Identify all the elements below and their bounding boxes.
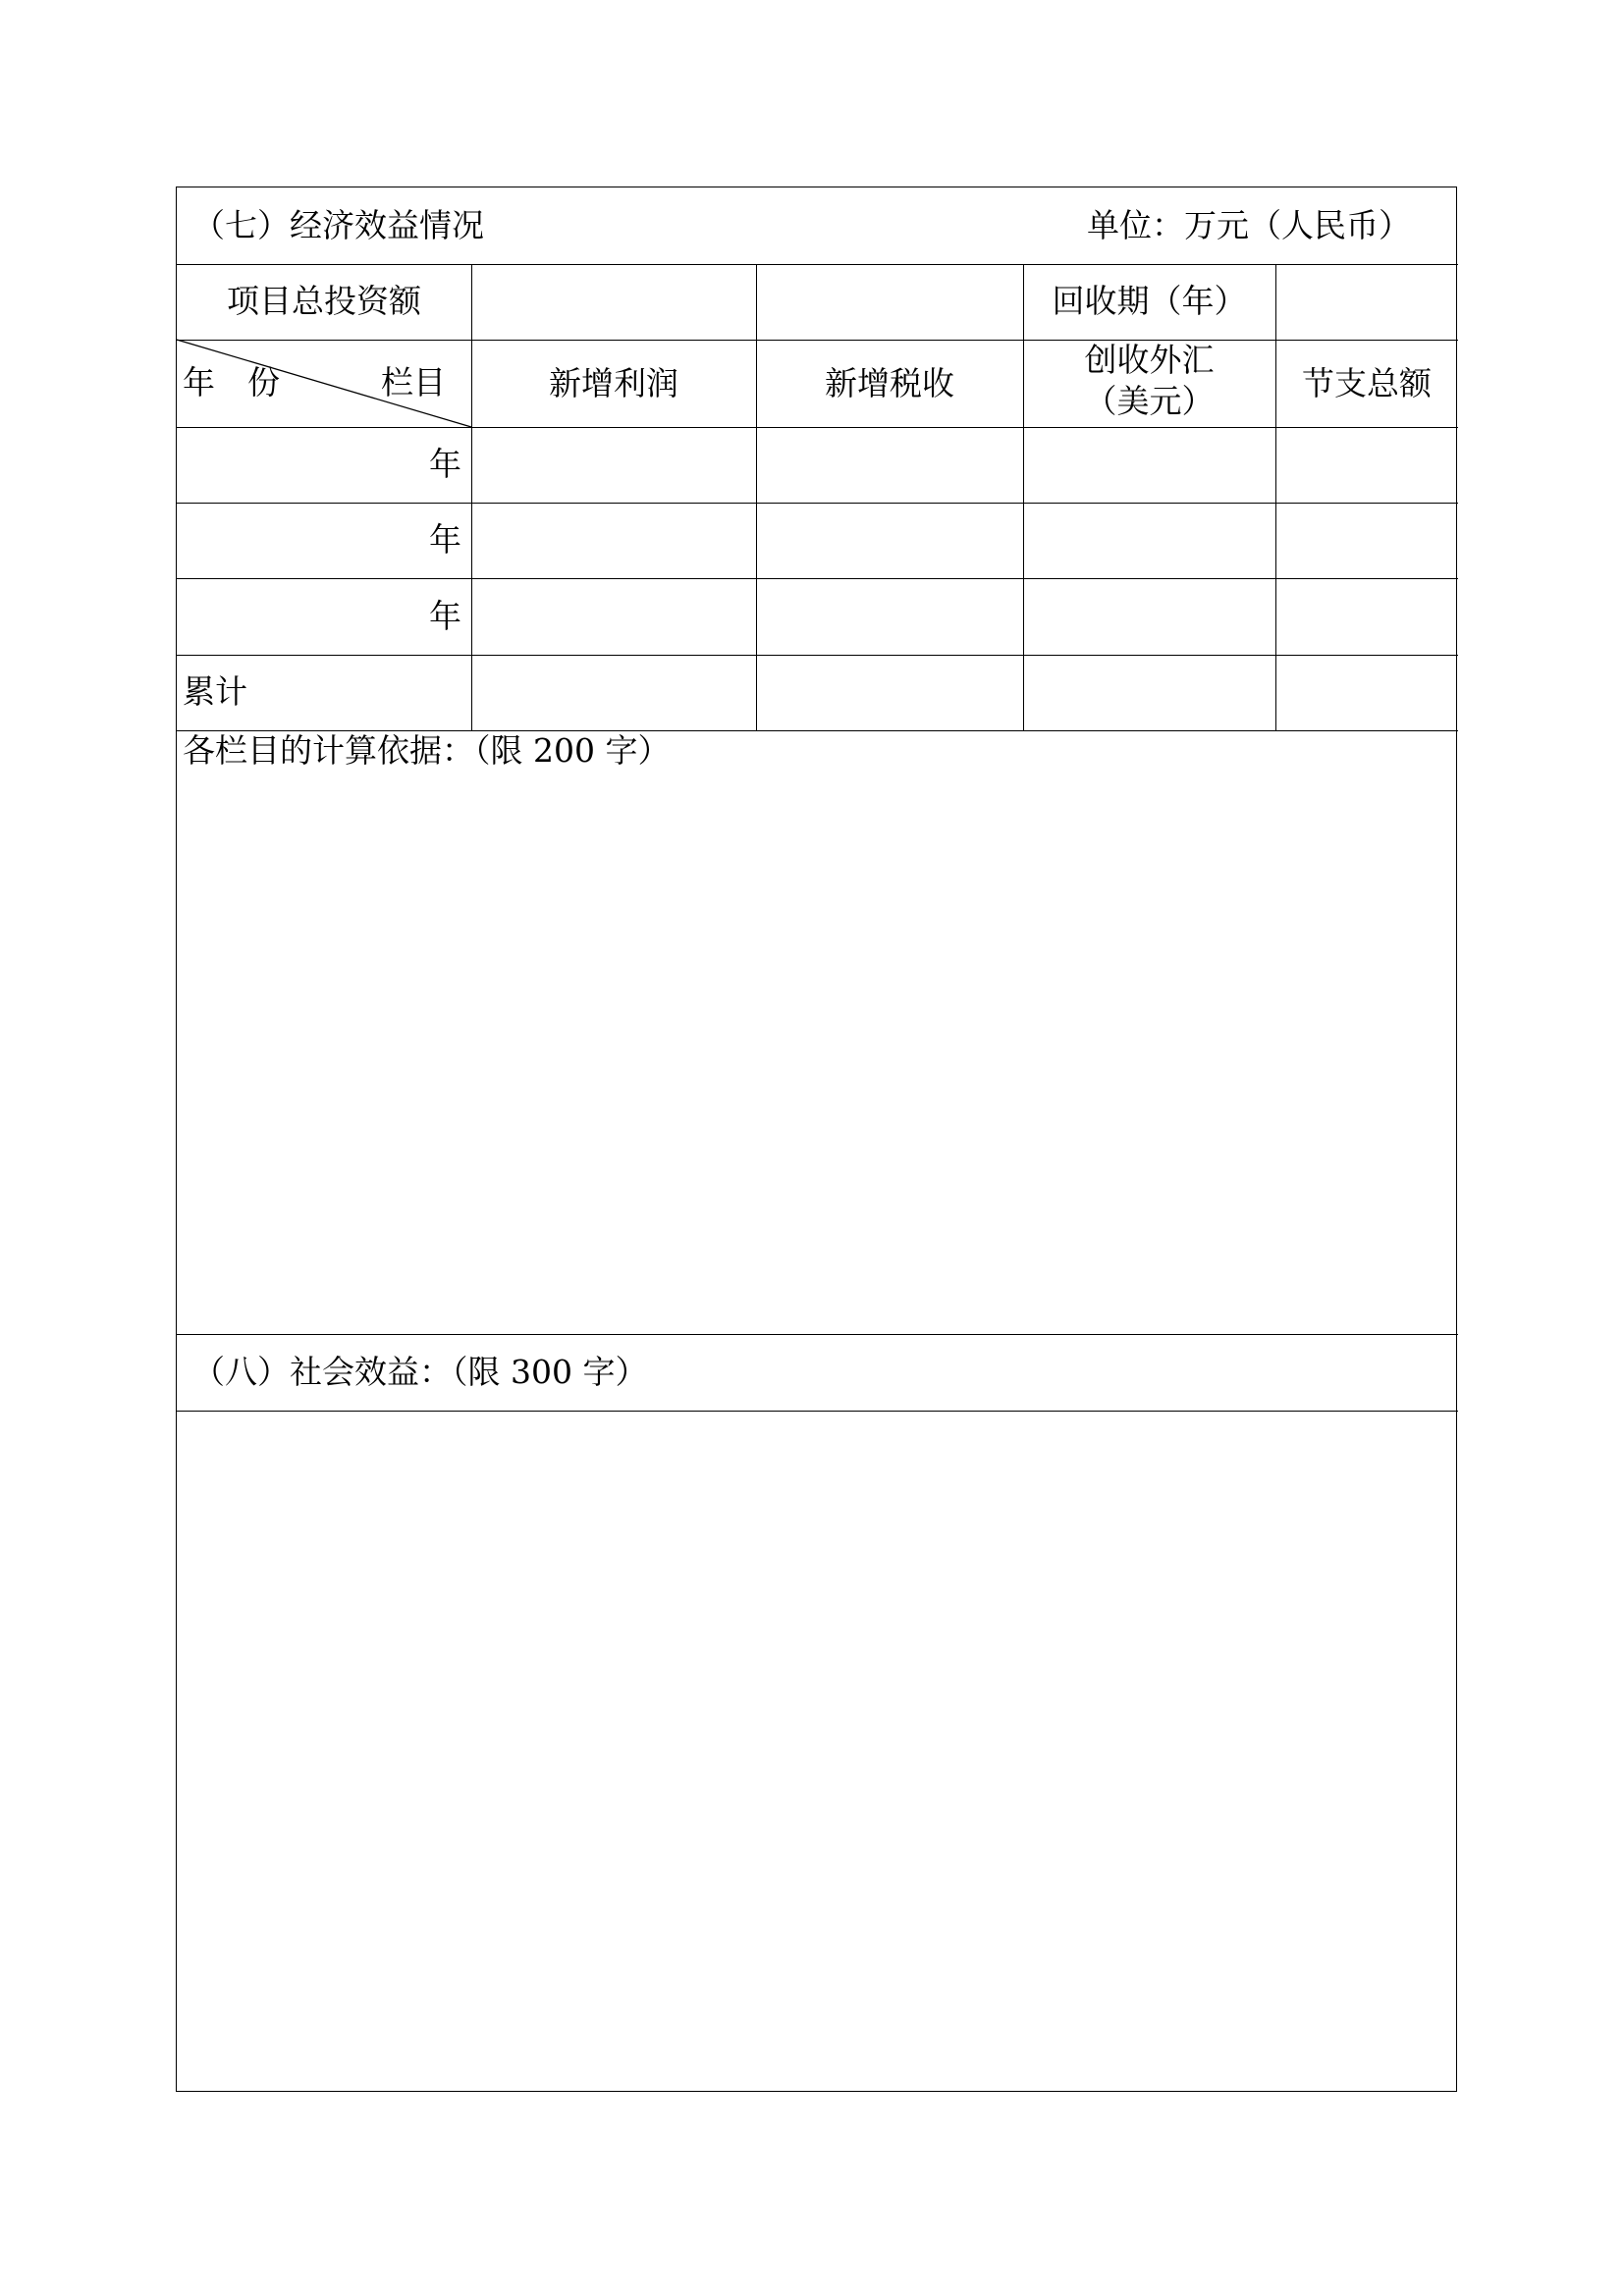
payback-period-label: 回收期（年） xyxy=(1052,282,1247,320)
row-divider xyxy=(177,503,1458,504)
year-row-2-forex-field[interactable] xyxy=(1025,505,1273,576)
economic-benefit-form xyxy=(176,187,1457,2092)
row-divider xyxy=(177,264,1458,265)
currency-unit-label: 单位：万元（人民币） xyxy=(1087,206,1411,244)
year-row-3-label: 年 xyxy=(429,597,461,635)
section-7-title: （七）经济效益情况 xyxy=(192,206,484,244)
column-divider xyxy=(1023,264,1024,730)
total-tax-field[interactable] xyxy=(758,657,1021,728)
year-row-3-forex-field[interactable] xyxy=(1025,580,1273,653)
year-row-1-savings-field[interactable] xyxy=(1277,429,1456,501)
column-divider xyxy=(756,264,757,730)
investment-extra-field[interactable] xyxy=(758,266,1021,338)
year-row-2-profit-field[interactable] xyxy=(473,505,754,576)
row-divider xyxy=(177,655,1458,656)
column-header-label: 栏目 xyxy=(381,363,446,401)
row-divider xyxy=(177,427,1458,428)
cumulative-total-label: 累计 xyxy=(183,672,247,711)
calculation-basis-label: 各栏目的计算依据：（限 200 字） xyxy=(183,731,671,770)
year-row-1-profit-field[interactable] xyxy=(473,429,754,501)
col-new-profit-header: 新增利润 xyxy=(549,364,678,402)
col-forex-header-line2: （美元） xyxy=(1084,382,1215,420)
total-profit-field[interactable] xyxy=(473,657,754,728)
year-row-3-profit-field[interactable] xyxy=(473,580,754,653)
year-row-1-tax-field[interactable] xyxy=(758,429,1021,501)
row-divider xyxy=(177,1411,1458,1412)
year-row-2-label: 年 xyxy=(429,520,461,559)
payback-period-field[interactable] xyxy=(1277,266,1456,338)
year-row-3-tax-field[interactable] xyxy=(758,580,1021,653)
col-savings-header: 节支总额 xyxy=(1302,364,1432,402)
year-row-2-savings-field[interactable] xyxy=(1277,505,1456,576)
year-row-1-forex-field[interactable] xyxy=(1025,429,1273,501)
total-investment-field[interactable] xyxy=(473,266,754,338)
section-8-title: （八）社会效益：（限 300 字） xyxy=(192,1353,648,1391)
total-forex-field[interactable] xyxy=(1025,657,1273,728)
year-row-1-label: 年 xyxy=(429,445,461,483)
total-savings-field[interactable] xyxy=(1277,657,1456,728)
row-divider xyxy=(177,1334,1458,1335)
row-divider xyxy=(177,578,1458,579)
col-new-tax-header: 新增税收 xyxy=(825,364,954,402)
social-benefit-textarea[interactable] xyxy=(179,1413,1456,2090)
year-row-3-savings-field[interactable] xyxy=(1277,580,1456,653)
column-divider xyxy=(471,264,472,730)
column-divider xyxy=(1275,264,1276,730)
col-forex-header-line1: 创收外汇 xyxy=(1084,341,1215,379)
year-row-2-tax-field[interactable] xyxy=(758,505,1021,576)
total-investment-label: 项目总投资额 xyxy=(227,282,421,320)
year-header-label: 年 份 xyxy=(183,363,280,401)
calculation-basis-textarea[interactable] xyxy=(179,774,1456,1332)
